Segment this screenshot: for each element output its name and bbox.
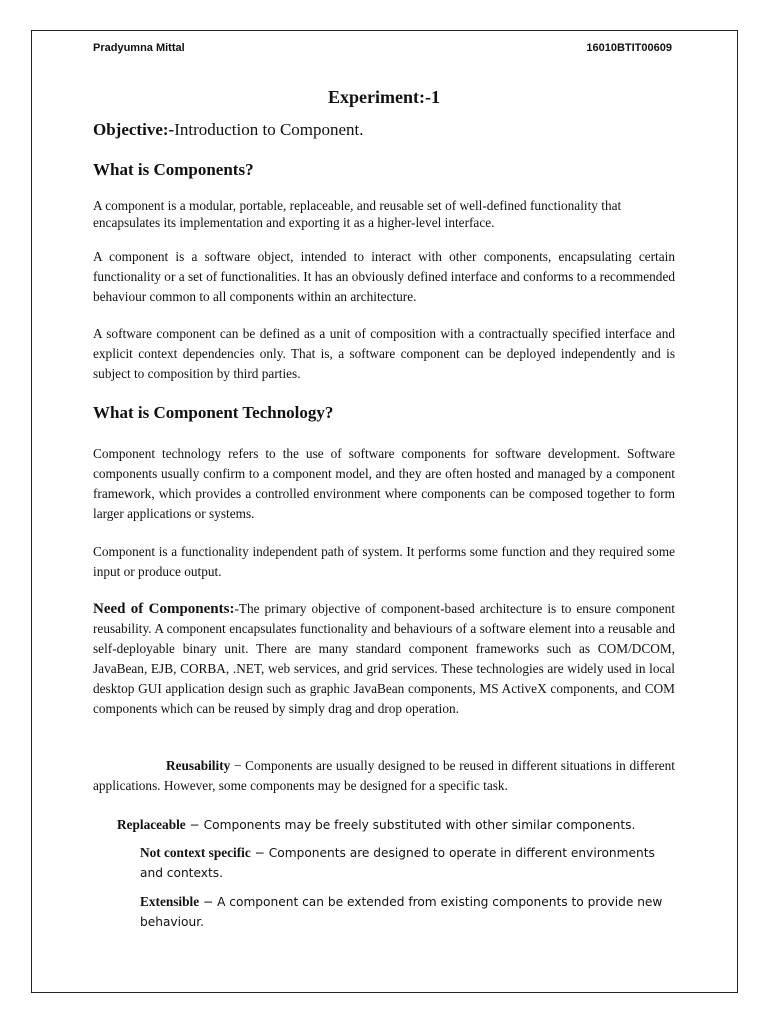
property-term: Extensible [140, 894, 200, 909]
paragraph: A component is a modular, portable, replaceable, and reusable set of well-defined functionality that encapsulates its implementation and exporting it as a higher-level interface. [93, 198, 622, 230]
need-label: Need of Components: [93, 601, 235, 617]
objective-label: Objective:- [93, 120, 175, 139]
property-text [140, 843, 675, 883]
section2-heading [93, 403, 675, 423]
property-desc: − Components may be freely substituted with other similar components. [185, 818, 636, 832]
property-text [93, 756, 675, 796]
property-desc: − Components are designed to operate in different environments and contexts. [140, 846, 655, 880]
property-desc: − A component can be extended from existing components to provide new behaviour. [140, 895, 663, 929]
section1-heading [93, 160, 675, 180]
page-title: Experiment:-1 [328, 87, 440, 107]
section1-para3 [93, 324, 675, 384]
property-reusability [93, 756, 675, 796]
objective-line [93, 120, 675, 140]
paragraph: A component is a software object, intended to interact with other components, encapsulating certain functionality or a set of functionalities. It has an obviously defined interface and conforms to a recommended behaviour common to all components within an architecture. [93, 249, 675, 304]
objective-text: Introduction to Component. [174, 120, 364, 139]
header-roll-number: 16010BTIT00609 [586, 42, 672, 54]
heading-what-is-components: What is Components? [93, 160, 254, 179]
section2-para1 [93, 444, 675, 524]
need-paragraph [93, 599, 675, 719]
paragraph: Component technology refers to the use of software components for software development. Software components usually confirm to a component model, and they are often hosted and managed by a component framework, which provides a controlled environment where components can be composed together to form larger applications or systems. [93, 446, 675, 521]
paragraph: Component is a functionality independent path of system. It performs some function and they required some input or produce output. [93, 544, 675, 579]
heading-component-technology: What is Component Technology? [93, 403, 334, 422]
header-author: Pradyumna Mittal [93, 42, 185, 54]
property-term: Replaceable [117, 817, 186, 832]
property-desc: − Components are usually designed to be reused in different situations in different applications. However, some components may be designed for a specific task. [93, 758, 675, 793]
property-text [117, 815, 677, 835]
property-not-context-specific [140, 843, 675, 883]
property-replaceable [117, 815, 677, 835]
section1-para2 [93, 247, 675, 307]
property-term: Not context specific [140, 845, 251, 860]
property-term: Reusability [166, 758, 231, 773]
need-text: -The primary objective of component-based architecture is to ensure component reusability. A component encapsulates functionality and behaviours of a software element into a reusable and self-deployable binary unit. There are many standard component frameworks such as COM/DCOM, JavaBean, EJB, CORBA, .NET, web services, and grid services. These technologies are widely used in local desktop GUI application design such as graphic JavaBean components, MS ActiveX components, and COM components which can be reused by simply drag and drop operation. [93, 601, 676, 716]
section1-para1 [93, 197, 675, 231]
paragraph: A software component can be defined as a unit of composition with a contractually specified interface and explicit context dependencies only. That is, a software component can be deployed independently and is subject to composition by third parties. [93, 326, 675, 381]
property-text [140, 892, 675, 932]
section2-para2 [93, 542, 675, 582]
need-section [93, 599, 675, 719]
property-extensible [140, 892, 675, 932]
